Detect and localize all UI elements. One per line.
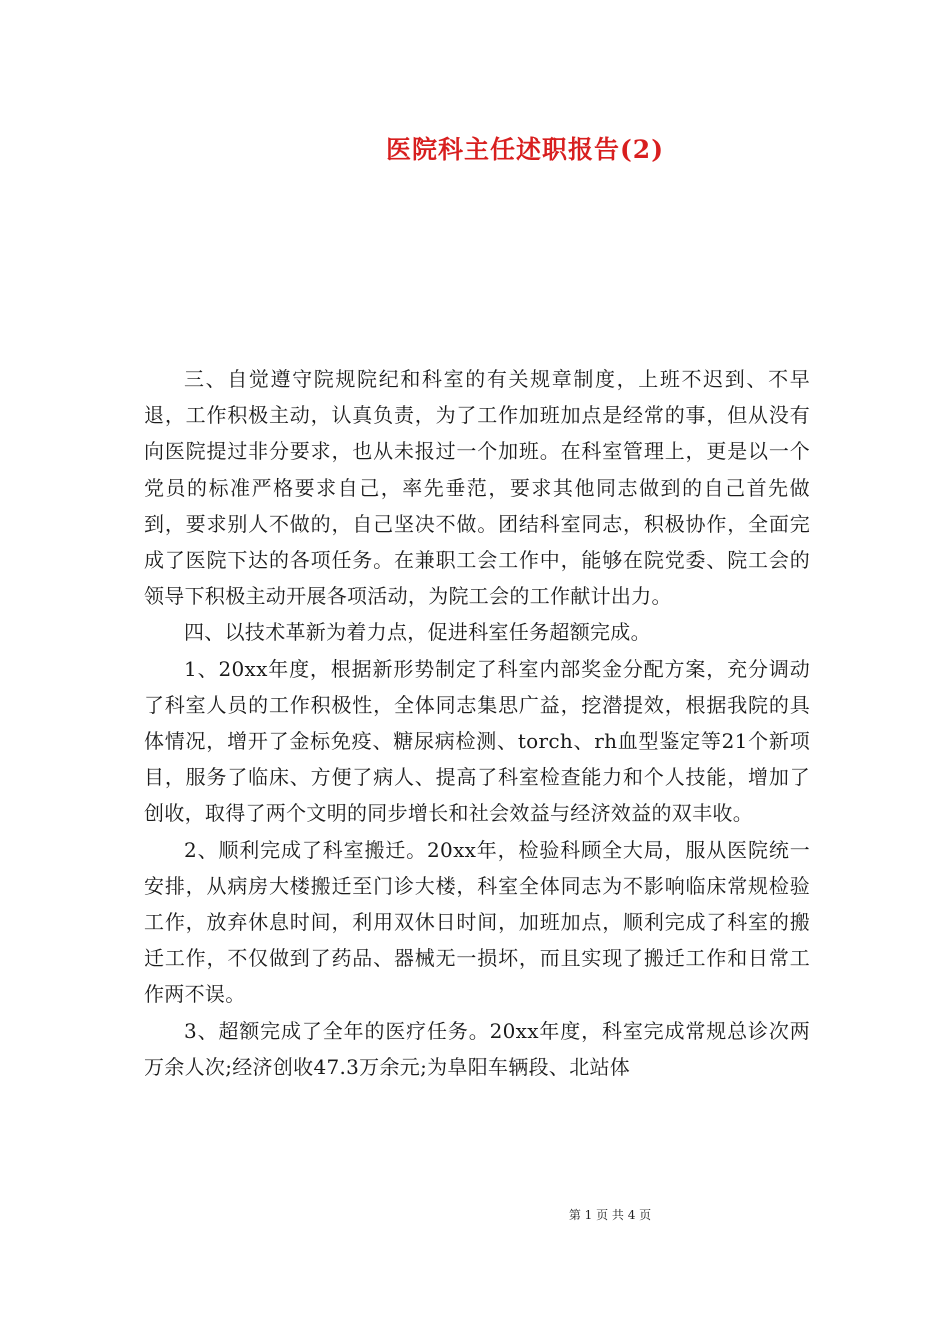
paragraph-4-1: 1、20xx年度，根据新形势制定了科室内部奖金分配方案，充分调动了科室人员的工作积极性，全体同志集思广益，挖潜提效，根据我院的具体情况，增开了金标免疫、糖尿病检测、torch、rh血型鉴定等21个新项目，服务了临床、方便了病人、提高了科室检查能力和个人技能，增加了创收，取得了两个文明的同步增长和社会效益与经济效益的双丰收。 bbox=[144, 656, 810, 826]
paragraph-4-2: 2、顺利完成了科室搬迁。20xx年，检验科顾全大局，服从医院统一安排，从病房大楼搬迁至门诊大楼，科室全体同志为不影响临床常规检验工作，放弃休息时间，利用双休日时间，加班加点，顺利完成了科室的搬迁工作，不仅做到了药品、器械无一损坏，而且实现了搬迁工作和日常工作两不误。 bbox=[144, 837, 810, 1007]
document-body bbox=[144, 361, 810, 1085]
paragraph-4-heading: 四、以技术革新为着力点，促进科室任务超额完成。 bbox=[184, 620, 651, 645]
page-number-footer: 第 1 页 共 4 页 bbox=[568, 1208, 652, 1222]
document-title: 医院科主任述职报告(2) bbox=[385, 135, 665, 164]
paragraph-3: 三、自觉遵守院规院纪和科室的有关规章制度，上班不迟到、不早退，工作积极主动，认真负责，为了工作加班加点是经常的事，但从没有向医院提过非分要求，也从未报过一个加班。在科室管理上，更是以一个党员的标准严格要求自己，率先垂范，要求其他同志做到的自己首先做到，要求别人不做的，自己坚决不做。团结科室同志，积极协作，全面完成了医院下达的各项任务。在兼职工会工作中，能够在院党委、院工会的领导下积极主动开展各项活动，为院工会的工作献计出力。 bbox=[144, 367, 810, 609]
paragraph-4-3: 3、超额完成了全年的医疗任务。20xx年度，科室完成常规总诊次两万余人次;经济创收47.3万余元;为阜阳车辆段、北站体 bbox=[144, 1018, 810, 1079]
